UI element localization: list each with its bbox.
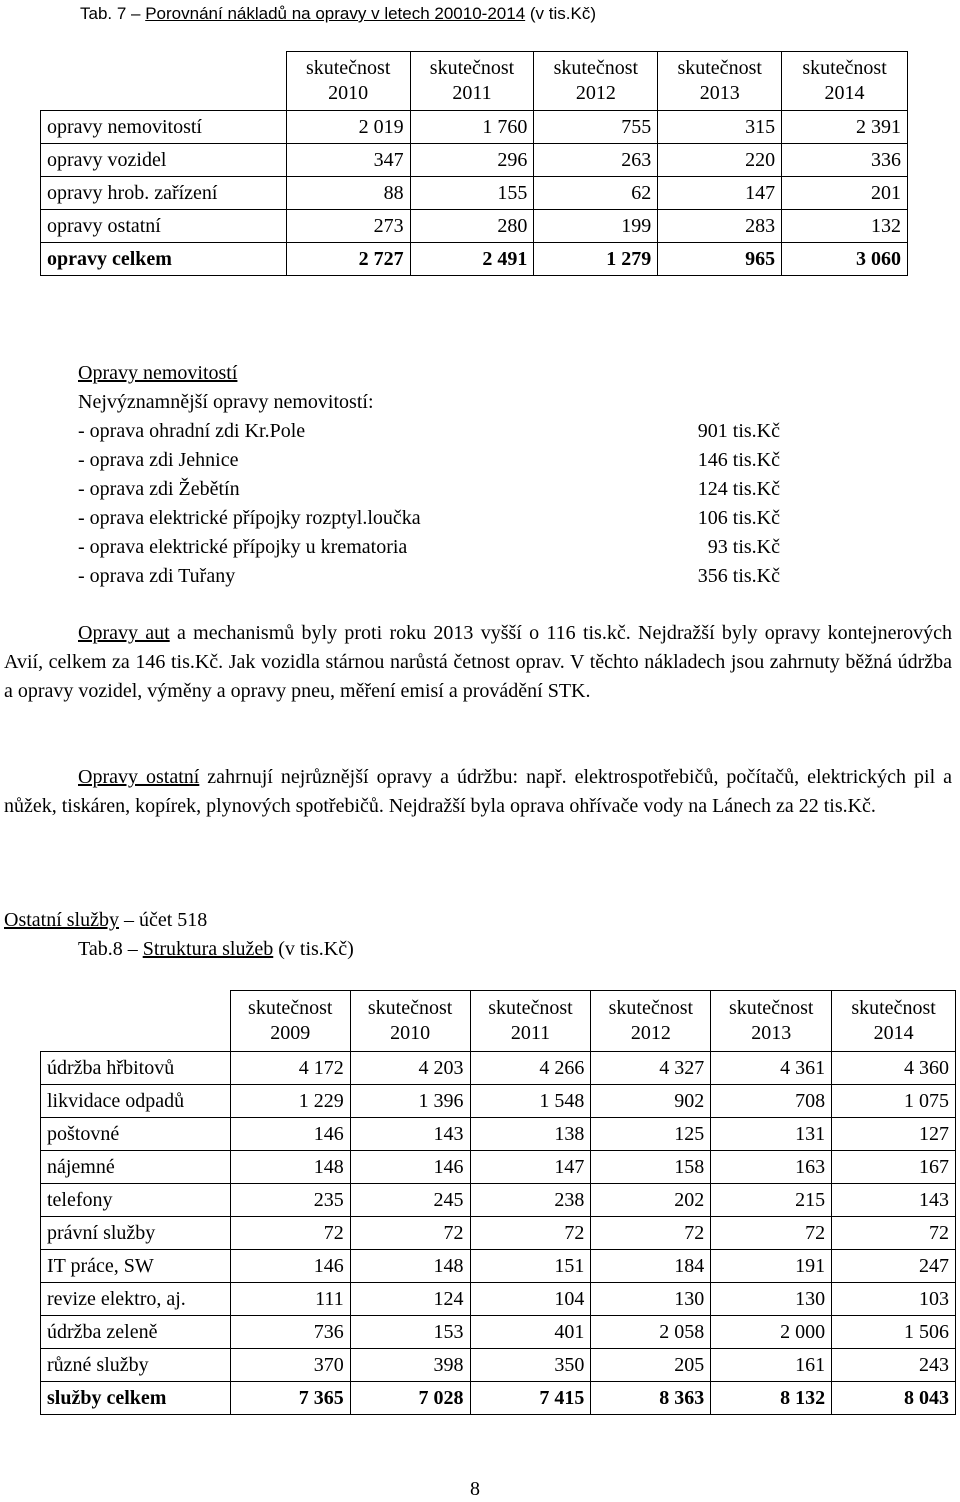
table-cell: 88 xyxy=(286,177,410,210)
table-row xyxy=(41,111,908,144)
row-label: právní služby xyxy=(41,1217,231,1250)
table-row xyxy=(41,1250,956,1283)
tab7-title-underlined: Porovnání nákladů na opravy v letech 20010-2014 xyxy=(145,4,526,23)
table-cell: 4 327 xyxy=(591,1052,711,1085)
column-header xyxy=(410,52,534,111)
table-cell: 243 xyxy=(832,1349,956,1382)
table-cell: 1 760 xyxy=(410,111,534,144)
table-row xyxy=(41,1085,956,1118)
tab8-title xyxy=(78,935,354,964)
column-header xyxy=(286,52,410,111)
table-cell: 147 xyxy=(658,177,782,210)
other-repairs-lead: Opravy ostatní xyxy=(78,766,200,788)
other-services-account: – účet 518 xyxy=(119,909,208,931)
table-cell: 131 xyxy=(711,1118,832,1151)
table-cell: 280 xyxy=(410,210,534,243)
row-label: údržba zeleně xyxy=(41,1316,231,1349)
column-header-year: 2011 xyxy=(452,82,492,104)
table-cell: 191 xyxy=(711,1250,832,1283)
repair-item-label: - oprava zdi Tuřany xyxy=(78,565,236,587)
repair-item-label: - oprava elektrické přípojky rozptyl.loučka xyxy=(78,507,421,529)
row-label: telefony xyxy=(41,1184,231,1217)
column-header xyxy=(591,991,711,1052)
table-cell: 2 019 xyxy=(286,111,410,144)
table-cell: 147 xyxy=(470,1151,591,1184)
table-cell: 138 xyxy=(470,1118,591,1151)
total-label: služby celkem xyxy=(41,1382,231,1415)
real-estate-repairs-section xyxy=(78,359,838,591)
table-cell: 4 360 xyxy=(832,1052,956,1085)
table-cell: 2 000 xyxy=(711,1316,832,1349)
table-row xyxy=(41,1316,956,1349)
table-cell: 1 506 xyxy=(832,1316,956,1349)
row-label: opravy hrob. zařízení xyxy=(41,177,287,210)
table-cell: 902 xyxy=(591,1085,711,1118)
total-cell: 7 365 xyxy=(230,1382,350,1415)
column-header xyxy=(470,991,591,1052)
row-label: opravy ostatní xyxy=(41,210,287,243)
repair-item xyxy=(78,446,838,475)
table-cell: 1 396 xyxy=(350,1085,470,1118)
repair-item-amount: 146 tis.Kč xyxy=(697,449,780,471)
table-cell: 72 xyxy=(470,1217,591,1250)
real-estate-repairs-heading: Opravy nemovitostí xyxy=(78,362,238,384)
row-label: likvidace odpadů xyxy=(41,1085,231,1118)
repair-item xyxy=(78,475,838,504)
column-header-year: 2010 xyxy=(390,1022,431,1044)
tab7-title xyxy=(80,4,596,24)
table-cell: 263 xyxy=(534,144,658,177)
table-corner-cell xyxy=(41,991,231,1052)
column-header xyxy=(350,991,470,1052)
table-row xyxy=(41,1184,956,1217)
table-cell: 125 xyxy=(591,1118,711,1151)
table-cell: 72 xyxy=(230,1217,350,1250)
total-cell: 2 491 xyxy=(410,243,534,276)
table-cell: 4 203 xyxy=(350,1052,470,1085)
total-cell: 7 028 xyxy=(350,1382,470,1415)
table-header-row xyxy=(41,991,956,1052)
table-cell: 220 xyxy=(658,144,782,177)
total-cell: 965 xyxy=(658,243,782,276)
column-header-year: 2010 xyxy=(328,82,369,104)
table-cell: 104 xyxy=(470,1283,591,1316)
real-estate-repairs-list xyxy=(78,417,838,591)
table-cell: 62 xyxy=(534,177,658,210)
table-cell: 205 xyxy=(591,1349,711,1382)
car-repairs-paragraph xyxy=(4,619,952,706)
column-header-label: skutečnost xyxy=(608,997,694,1019)
table-cell: 283 xyxy=(658,210,782,243)
table-cell: 111 xyxy=(230,1283,350,1316)
table-cell: 4 172 xyxy=(230,1052,350,1085)
table-row xyxy=(41,1118,956,1151)
repair-item xyxy=(78,562,838,591)
row-label: nájemné xyxy=(41,1151,231,1184)
tab8-title-prefix: Tab.8 – xyxy=(78,938,143,960)
column-header-label: skutečnost xyxy=(367,997,453,1019)
table-cell: 72 xyxy=(591,1217,711,1250)
table-cell: 199 xyxy=(534,210,658,243)
total-cell: 8 132 xyxy=(711,1382,832,1415)
column-header-year: 2012 xyxy=(575,82,616,104)
real-estate-repairs-intro: Nejvýznamnější opravy nemovitostí: xyxy=(78,391,374,413)
table-total-row xyxy=(41,1382,956,1415)
tab7-title-prefix: Tab. 7 – xyxy=(80,4,146,23)
table-cell: 155 xyxy=(410,177,534,210)
table-cell: 103 xyxy=(832,1283,956,1316)
tab8-title-suffix: (v tis.Kč) xyxy=(273,938,354,960)
table-cell: 202 xyxy=(591,1184,711,1217)
table-cell: 146 xyxy=(230,1118,350,1151)
table-cell: 201 xyxy=(782,177,908,210)
row-label: opravy vozidel xyxy=(41,144,287,177)
table-cell: 167 xyxy=(832,1151,956,1184)
table-cell: 708 xyxy=(711,1085,832,1118)
total-cell: 7 415 xyxy=(470,1382,591,1415)
column-header-label: skutečnost xyxy=(429,57,515,79)
table-cell: 398 xyxy=(350,1349,470,1382)
table-cell: 143 xyxy=(350,1118,470,1151)
services-structure-table xyxy=(40,990,956,1415)
column-header-year: 2012 xyxy=(630,1022,671,1044)
car-repairs-lead: Opravy aut xyxy=(78,622,170,644)
repair-item-amount: 356 tis.Kč xyxy=(697,565,780,587)
other-services-heading-underlined: Ostatní služby xyxy=(4,909,119,931)
table-cell: 235 xyxy=(230,1184,350,1217)
column-header-label: skutečnost xyxy=(802,57,887,79)
table-cell: 124 xyxy=(350,1283,470,1316)
table-row xyxy=(41,1151,956,1184)
column-header xyxy=(230,991,350,1052)
table-cell: 401 xyxy=(470,1316,591,1349)
repair-item xyxy=(78,533,838,562)
table-cell: 296 xyxy=(410,144,534,177)
repair-item-label: - oprava zdi Jehnice xyxy=(78,449,239,471)
table-cell: 146 xyxy=(230,1250,350,1283)
table-total-row xyxy=(41,243,908,276)
table-cell: 148 xyxy=(230,1151,350,1184)
table-cell: 127 xyxy=(832,1118,956,1151)
page-number: 8 xyxy=(470,1478,480,1500)
table-header-row xyxy=(41,52,908,111)
row-label: IT práce, SW xyxy=(41,1250,231,1283)
table-row xyxy=(41,1052,956,1085)
table-cell: 238 xyxy=(470,1184,591,1217)
table-cell: 347 xyxy=(286,144,410,177)
table-cell: 1 548 xyxy=(470,1085,591,1118)
column-header-year: 2014 xyxy=(824,82,865,104)
total-label: opravy celkem xyxy=(41,243,287,276)
repair-item-label: - oprava zdi Žebětín xyxy=(78,478,240,500)
other-services-heading xyxy=(4,906,207,935)
repair-item xyxy=(78,504,838,533)
table-cell: 151 xyxy=(470,1250,591,1283)
car-repairs-text: a mechanismů byly proti roku 2013 vyšší o 116 tis.kč. Nejdražší byly opravy kontejnerových Avií, celkem za 146 tis.Kč. Jak vozidla stárnou narůstá četnost oprav. V těchto nákladech jsou zahrnuty běžná údržba a opravy vozidel, výměny a opravy pneu, měření emisí a provádění STK. xyxy=(4,622,953,702)
column-header xyxy=(711,991,832,1052)
column-header-label: skutečnost xyxy=(677,57,762,79)
column-header-label: skutečnost xyxy=(305,57,391,79)
table-cell: 161 xyxy=(711,1349,832,1382)
repair-item-label: - oprava ohradní zdi Kr.Pole xyxy=(78,420,306,442)
table-cell: 158 xyxy=(591,1151,711,1184)
column-header xyxy=(534,52,658,111)
table-cell: 72 xyxy=(711,1217,832,1250)
table-cell: 273 xyxy=(286,210,410,243)
table-corner-cell xyxy=(41,52,287,111)
repair-item-amount: 93 tis.Kč xyxy=(707,536,780,558)
table-cell: 4 361 xyxy=(711,1052,832,1085)
total-cell: 8 363 xyxy=(591,1382,711,1415)
table-cell: 130 xyxy=(591,1283,711,1316)
row-label: opravy nemovitostí xyxy=(41,111,287,144)
table-cell: 350 xyxy=(470,1349,591,1382)
row-label: poštovné xyxy=(41,1118,231,1151)
table-cell: 132 xyxy=(782,210,908,243)
table-cell: 247 xyxy=(832,1250,956,1283)
table-cell: 1 075 xyxy=(832,1085,956,1118)
total-cell: 2 727 xyxy=(286,243,410,276)
total-cell: 3 060 xyxy=(782,243,908,276)
repair-item-label: - oprava elektrické přípojky u krematoria xyxy=(78,536,408,558)
table-cell: 4 266 xyxy=(470,1052,591,1085)
table-cell: 130 xyxy=(711,1283,832,1316)
table-cell: 148 xyxy=(350,1250,470,1283)
table-cell: 2 058 xyxy=(591,1316,711,1349)
table-row xyxy=(41,144,908,177)
column-header-label: skutečnost xyxy=(851,997,936,1019)
table-cell: 736 xyxy=(230,1316,350,1349)
repair-item-amount: 106 tis.Kč xyxy=(697,507,780,529)
table-cell: 336 xyxy=(782,144,908,177)
row-label: různé služby xyxy=(41,1349,231,1382)
table-row xyxy=(41,177,908,210)
repair-item-amount: 901 tis.Kč xyxy=(697,420,780,442)
row-label: údržba hřbitovů xyxy=(41,1052,231,1085)
column-header xyxy=(782,52,908,111)
row-label: revize elektro, aj. xyxy=(41,1283,231,1316)
column-header-label: skutečnost xyxy=(248,997,333,1019)
table-cell: 215 xyxy=(711,1184,832,1217)
column-header-year: 2013 xyxy=(699,82,740,104)
total-cell: 8 043 xyxy=(832,1382,956,1415)
column-header xyxy=(658,52,782,111)
column-header-year: 2011 xyxy=(510,1022,551,1044)
table-cell: 143 xyxy=(832,1184,956,1217)
table-cell: 755 xyxy=(534,111,658,144)
table-cell: 163 xyxy=(711,1151,832,1184)
total-cell: 1 279 xyxy=(534,243,658,276)
column-header-year: 2009 xyxy=(270,1022,311,1044)
table-row xyxy=(41,1283,956,1316)
tab8-title-underlined: Struktura služeb xyxy=(142,938,274,960)
table-cell: 153 xyxy=(350,1316,470,1349)
table-cell: 315 xyxy=(658,111,782,144)
table-cell: 245 xyxy=(350,1184,470,1217)
column-header xyxy=(832,991,956,1052)
table-cell: 184 xyxy=(591,1250,711,1283)
repairs-cost-table xyxy=(40,51,908,276)
tab7-title-suffix: (v tis.Kč) xyxy=(525,4,596,23)
table-cell: 72 xyxy=(350,1217,470,1250)
other-repairs-paragraph xyxy=(4,763,952,821)
table-cell: 2 391 xyxy=(782,111,908,144)
table-row xyxy=(41,1217,956,1250)
column-header-year: 2013 xyxy=(751,1022,792,1044)
table-cell: 146 xyxy=(350,1151,470,1184)
other-repairs-text: zahrnují nejrůznější opravy a údržbu: např. elektrospotřebičů, počítačů, elektrických pil a nůžek, tiskáren, kopírek, plynových spotřebičů. Nejdražší byla oprava ohřívače vody na Lánech za 22 tis.Kč. xyxy=(4,766,952,817)
column-header-label: skutečnost xyxy=(728,997,814,1019)
table-row xyxy=(41,210,908,243)
column-header-label: skutečnost xyxy=(553,57,639,79)
column-header-label: skutečnost xyxy=(488,997,573,1019)
table-row xyxy=(41,1349,956,1382)
repair-item xyxy=(78,417,838,446)
table-cell: 1 229 xyxy=(230,1085,350,1118)
column-header-year: 2014 xyxy=(873,1022,914,1044)
table-cell: 370 xyxy=(230,1349,350,1382)
table-cell: 72 xyxy=(832,1217,956,1250)
repair-item-amount: 124 tis.Kč xyxy=(697,478,780,500)
